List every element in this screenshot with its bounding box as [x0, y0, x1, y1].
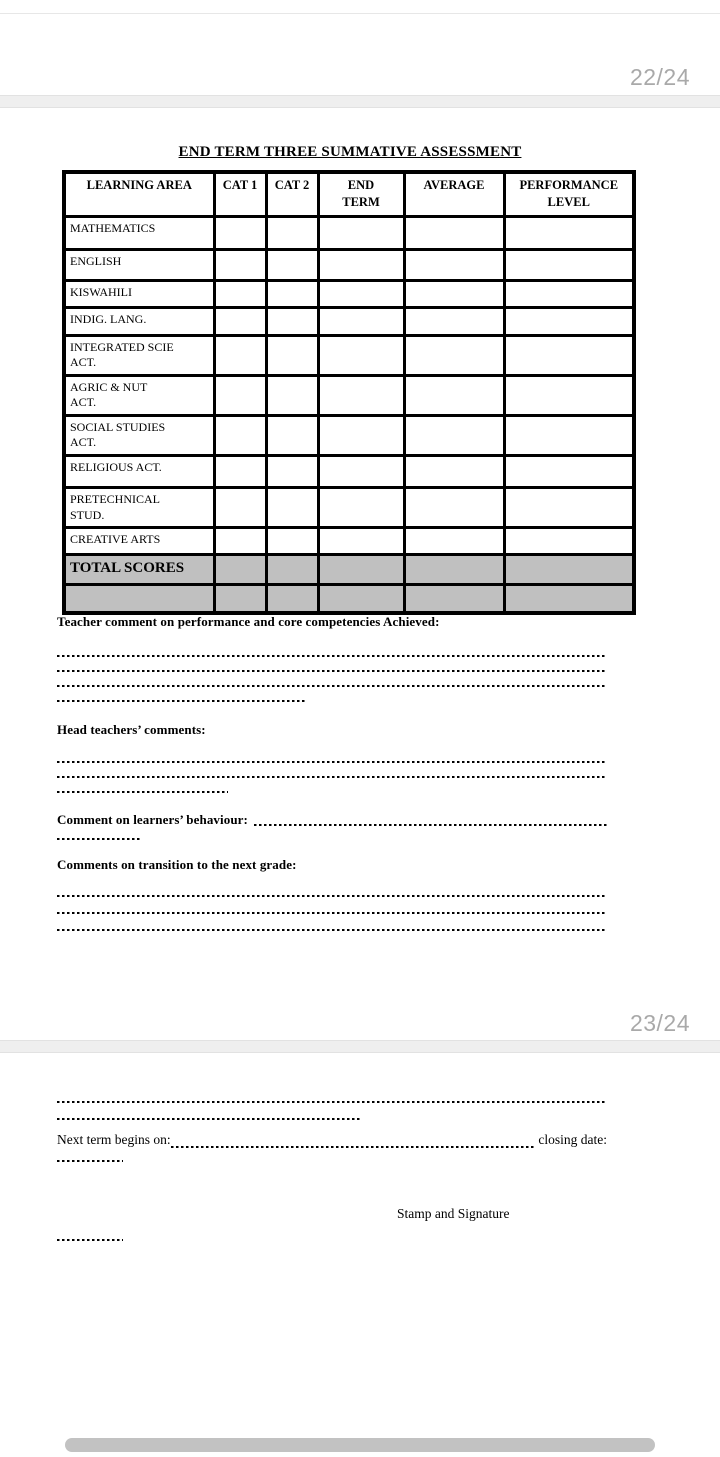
learning-area-cell: INTEGRATED SCIE ACT.	[64, 335, 214, 375]
header-row	[64, 172, 634, 216]
score-cell-empty	[404, 456, 504, 488]
table-row	[64, 488, 634, 528]
score-cell-empty	[404, 216, 504, 249]
score-cell-empty	[404, 375, 504, 415]
score-cell-empty	[504, 307, 634, 335]
table-row	[64, 375, 634, 415]
learning-area-cell: SOCIAL STUDIES ACT.	[64, 415, 214, 455]
learner-behaviour-row	[57, 812, 607, 828]
score-cell-empty	[266, 307, 318, 335]
learner-behaviour-label: Comment on learners’ behaviour:	[57, 812, 248, 827]
score-cell-empty	[404, 335, 504, 375]
score-cell-empty	[504, 415, 634, 455]
score-cell-empty	[404, 415, 504, 455]
score-cell-empty	[214, 335, 266, 375]
column-header-cat-2: CAT 2	[266, 172, 318, 216]
teacher-comment-label: Teacher comment on performance and core competencies Achieved:	[57, 614, 440, 629]
learning-area-cell: PRETECHNICAL STUD.	[64, 488, 214, 528]
blank-shaded-cell	[404, 585, 504, 613]
score-cell-empty	[504, 335, 634, 375]
teacher-comment-line-4	[57, 687, 305, 702]
total-score-cell-empty	[504, 555, 634, 585]
viewer-scroll-handle[interactable]	[65, 1438, 655, 1452]
table-row	[64, 216, 634, 249]
score-cell-empty	[318, 307, 404, 335]
total-score-cell-empty	[266, 555, 318, 585]
score-cell-empty	[504, 375, 634, 415]
learning-area-cell: MATHEMATICS	[64, 216, 214, 249]
table-row	[64, 456, 634, 488]
head-teacher-comment-label: Head teachers’ comments:	[57, 722, 206, 737]
score-cell-empty	[266, 528, 318, 555]
page-indicator-22: 22/24	[629, 64, 690, 90]
score-cell-empty	[504, 488, 634, 528]
score-cell-empty	[266, 415, 318, 455]
blank-shaded-cell	[504, 585, 634, 613]
score-cell-empty	[404, 280, 504, 307]
total-scores-label-cell: TOTAL SCORES	[64, 555, 214, 585]
transition-line-1	[57, 880, 607, 897]
table-row	[64, 528, 634, 555]
blank-shaded-cell	[214, 585, 266, 613]
assessment-table	[62, 170, 636, 615]
score-cell-empty	[404, 528, 504, 555]
score-cell-empty	[266, 249, 318, 280]
score-cell-empty	[266, 375, 318, 415]
stamp-signature-row	[57, 1204, 607, 1224]
column-header-end-term: END TERM	[318, 172, 404, 216]
column-header-average: AVERAGE	[404, 172, 504, 216]
score-cell-empty	[404, 488, 504, 528]
score-cell-empty	[504, 216, 634, 249]
score-cell-empty	[266, 280, 318, 307]
total-score-cell-empty	[404, 555, 504, 585]
teacher-comment-line-1	[57, 642, 607, 657]
page-separator-bar-2	[0, 1040, 720, 1053]
score-cell-empty	[318, 216, 404, 249]
score-cell-empty	[214, 216, 266, 249]
score-cell-empty	[404, 307, 504, 335]
total-score-cell-empty	[318, 555, 404, 585]
score-cell-empty	[214, 375, 266, 415]
learning-area-cell: CREATIVE ARTS	[64, 528, 214, 555]
learning-area-cell: KISWAHILI	[64, 280, 214, 307]
blank-shaded-cell	[318, 585, 404, 613]
score-cell-empty	[318, 280, 404, 307]
score-cell-empty	[214, 456, 266, 488]
transition-line-3	[57, 914, 607, 931]
head-teacher-line-2	[57, 763, 607, 778]
score-cell-empty	[214, 307, 266, 335]
comments-section	[57, 614, 607, 931]
score-cell-empty	[318, 528, 404, 555]
next-term-line-2	[57, 1150, 123, 1162]
score-cell-empty	[504, 456, 634, 488]
column-header-cat-1: CAT 1	[214, 172, 266, 216]
top-divider-line	[0, 13, 720, 14]
assessment-table-header	[64, 172, 634, 216]
teacher-comment-line-2	[57, 657, 607, 672]
score-cell-empty	[214, 488, 266, 528]
head-teacher-line-3	[57, 778, 228, 793]
column-header-performance-level: PERFORMANCE LEVEL	[504, 172, 634, 216]
page23-section	[57, 1095, 607, 1241]
transition-comment-label: Comments on transition to the next grade:	[57, 857, 297, 872]
score-cell-empty	[214, 528, 266, 555]
stamp-line-2	[57, 1228, 123, 1241]
page-separator-bar	[0, 95, 720, 108]
next-term-line	[171, 1136, 535, 1150]
transition-line-2	[57, 897, 607, 914]
closing-date-label: closing date:	[538, 1132, 607, 1147]
stamp-signature-label: Stamp and Signature	[397, 1206, 510, 1221]
score-cell-empty	[504, 280, 634, 307]
blank-shaded-cell	[266, 585, 318, 613]
blank-shaded-row	[64, 585, 634, 613]
score-cell-empty	[266, 488, 318, 528]
blank-shaded-cell	[64, 585, 214, 613]
score-cell-empty	[214, 415, 266, 455]
learner-behaviour-line-2	[57, 828, 140, 840]
score-cell-empty	[266, 335, 318, 375]
score-cell-empty	[214, 249, 266, 280]
table-row	[64, 307, 634, 335]
score-cell-empty	[318, 456, 404, 488]
table-row	[64, 335, 634, 375]
score-cell-empty	[404, 249, 504, 280]
learner-behaviour-line	[254, 814, 607, 828]
column-header-learning-area: LEARNING AREA	[64, 172, 214, 216]
score-cell-empty	[266, 456, 318, 488]
page-indicator-23: 23/24	[629, 1010, 690, 1036]
page23-line-2	[57, 1103, 360, 1120]
score-cell-empty	[504, 528, 634, 555]
score-cell-empty	[318, 488, 404, 528]
head-teacher-line-1	[57, 748, 607, 763]
learning-area-cell: RELIGIOUS ACT.	[64, 456, 214, 488]
learning-area-cell: INDIG. LANG.	[64, 307, 214, 335]
page23-line-1	[57, 1095, 607, 1103]
score-cell-empty	[318, 249, 404, 280]
score-cell-empty	[318, 415, 404, 455]
table-row	[64, 415, 634, 455]
total-scores-row	[64, 555, 634, 585]
next-term-label: Next term begins on:	[57, 1132, 171, 1147]
table-row	[64, 280, 634, 307]
teacher-comment-line-3	[57, 672, 607, 687]
score-cell-empty	[214, 280, 266, 307]
score-cell-empty	[318, 375, 404, 415]
score-cell-empty	[504, 249, 634, 280]
table-row	[64, 249, 634, 280]
assessment-title: END TERM THREE SUMMATIVE ASSESSMENT	[178, 144, 522, 160]
learning-area-cell: ENGLISH	[64, 249, 214, 280]
next-term-row	[57, 1130, 607, 1150]
total-score-cell-empty	[214, 555, 266, 585]
assessment-table-body	[64, 216, 634, 613]
learning-area-cell: AGRIC & NUT ACT.	[64, 375, 214, 415]
score-cell-empty	[318, 335, 404, 375]
score-cell-empty	[266, 216, 318, 249]
